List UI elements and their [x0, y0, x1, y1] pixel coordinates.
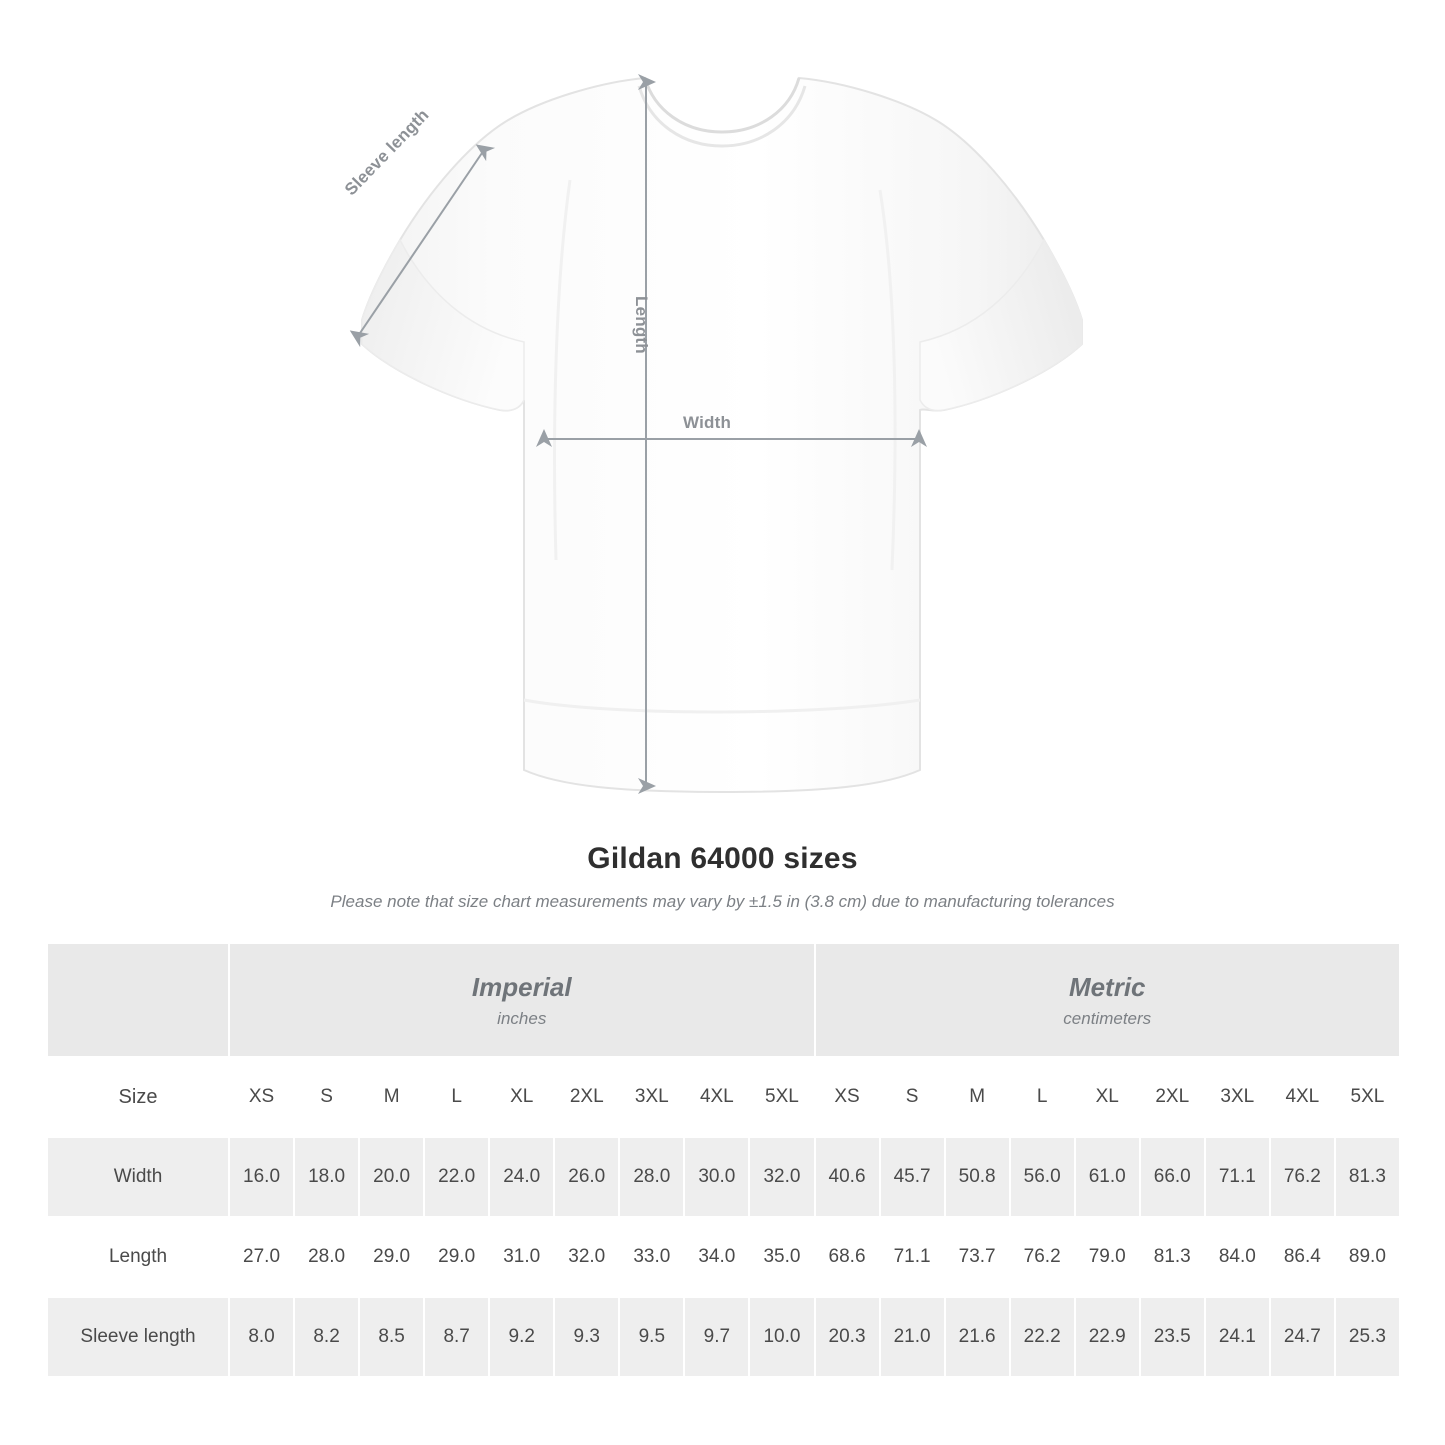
cell-sleeve-12: 22.2: [1010, 1297, 1075, 1377]
col-header-l-imperial: L: [424, 1057, 489, 1137]
unit-metric-name: Metric: [1068, 971, 1146, 1002]
cell-sleeve-15: 24.1: [1205, 1297, 1270, 1377]
page-title: Gildan 64000 sizes: [587, 842, 858, 875]
cell-width-12: 56.0: [1010, 1137, 1075, 1217]
cell-length-11: 73.7: [945, 1217, 1010, 1297]
cell-width-4: 24.0: [489, 1137, 554, 1217]
cell-width-13: 61.0: [1075, 1137, 1140, 1217]
col-header-4xl-imperial: 4XL: [684, 1057, 749, 1137]
table-row-width: [47, 1137, 1400, 1217]
cell-width-14: 66.0: [1140, 1137, 1205, 1217]
row-label-width: Width: [47, 1137, 229, 1217]
cell-length-16: 86.4: [1270, 1217, 1335, 1297]
col-header-2xl-metric: 2XL: [1140, 1057, 1205, 1137]
cell-length-13: 79.0: [1075, 1217, 1140, 1297]
col-header-xs-imperial: XS: [229, 1057, 294, 1137]
cell-length-3: 29.0: [424, 1217, 489, 1297]
cell-sleeve-9: 20.3: [815, 1297, 880, 1377]
col-header-s-metric: S: [880, 1057, 945, 1137]
col-header-5xl-metric: 5XL: [1335, 1057, 1400, 1137]
cell-width-1: 18.0: [294, 1137, 359, 1217]
cell-sleeve-14: 23.5: [1140, 1297, 1205, 1377]
row-label-length: Length: [47, 1217, 229, 1297]
unit-imperial-sub: inches: [497, 1008, 547, 1028]
col-header-l-metric: L: [1010, 1057, 1075, 1137]
cell-width-0: 16.0: [229, 1137, 294, 1217]
cell-width-15: 71.1: [1205, 1137, 1270, 1217]
cell-length-12: 76.2: [1010, 1217, 1075, 1297]
cell-length-14: 81.3: [1140, 1217, 1205, 1297]
col-header-s-imperial: S: [294, 1057, 359, 1137]
cell-length-17: 89.0: [1335, 1217, 1400, 1297]
cell-width-11: 50.8: [945, 1137, 1010, 1217]
col-header-m-metric: M: [945, 1057, 1010, 1137]
cell-sleeve-4: 9.2: [489, 1297, 554, 1377]
cell-width-2: 20.0: [359, 1137, 424, 1217]
cell-sleeve-16: 24.7: [1270, 1297, 1335, 1377]
size-header-row: [47, 1057, 1400, 1137]
cell-width-16: 76.2: [1270, 1137, 1335, 1217]
cell-length-9: 68.6: [815, 1217, 880, 1297]
col-header-4xl-metric: 4XL: [1270, 1057, 1335, 1137]
size-table-wrapper: [46, 942, 1399, 1378]
cell-sleeve-2: 8.5: [359, 1297, 424, 1377]
cell-width-10: 45.7: [880, 1137, 945, 1217]
cell-sleeve-8: 10.0: [749, 1297, 814, 1377]
cell-sleeve-13: 22.9: [1075, 1297, 1140, 1377]
cell-length-4: 31.0: [489, 1217, 554, 1297]
cell-length-6: 33.0: [619, 1217, 684, 1297]
cell-width-9: 40.6: [815, 1137, 880, 1217]
row-header-size: Size: [47, 1057, 229, 1137]
cell-sleeve-17: 25.3: [1335, 1297, 1400, 1377]
cell-width-3: 22.0: [424, 1137, 489, 1217]
tolerance-note: Please note that size chart measurements may vary by ±1.5 in (3.8 cm) due to manufacturing tolerances: [330, 892, 1115, 911]
cell-length-7: 34.0: [684, 1217, 749, 1297]
col-header-5xl-imperial: 5XL: [749, 1057, 814, 1137]
cell-sleeve-1: 8.2: [294, 1297, 359, 1377]
units-corner-cell: [47, 943, 229, 1057]
cell-length-8: 35.0: [749, 1217, 814, 1297]
cell-sleeve-7: 9.7: [684, 1297, 749, 1377]
unit-metric-sub: centimeters: [1063, 1008, 1152, 1028]
table-row-sleeve-length: [47, 1297, 1400, 1377]
title-block: [0, 842, 1445, 912]
col-header-3xl-metric: 3XL: [1205, 1057, 1270, 1137]
size-table: [46, 942, 1401, 1378]
col-header-xl-imperial: XL: [489, 1057, 554, 1137]
cell-length-5: 32.0: [554, 1217, 619, 1297]
unit-group-metric: [815, 943, 1400, 1057]
cell-sleeve-11: 21.6: [945, 1297, 1010, 1377]
col-header-xl-metric: XL: [1075, 1057, 1140, 1137]
cell-sleeve-6: 9.5: [619, 1297, 684, 1377]
cell-length-2: 29.0: [359, 1217, 424, 1297]
col-header-3xl-imperial: 3XL: [619, 1057, 684, 1137]
cell-length-10: 71.1: [880, 1217, 945, 1297]
units-header-row: [47, 943, 1400, 1057]
unit-group-imperial: [229, 943, 815, 1057]
cell-length-15: 84.0: [1205, 1217, 1270, 1297]
cell-width-5: 26.0: [554, 1137, 619, 1217]
cell-sleeve-3: 8.7: [424, 1297, 489, 1377]
cell-sleeve-5: 9.3: [554, 1297, 619, 1377]
unit-imperial-name: Imperial: [471, 971, 572, 1002]
sleeve-length-label: Sleeve length: [341, 105, 433, 200]
cell-length-0: 27.0: [229, 1217, 294, 1297]
cell-width-7: 30.0: [684, 1137, 749, 1217]
table-row-length: [47, 1217, 1400, 1297]
col-header-xs-metric: XS: [815, 1057, 880, 1137]
col-header-m-imperial: M: [359, 1057, 424, 1137]
row-label-sleeve-length: Sleeve length: [47, 1297, 229, 1377]
cell-sleeve-10: 21.0: [880, 1297, 945, 1377]
cell-width-17: 81.3: [1335, 1137, 1400, 1217]
cell-sleeve-0: 8.0: [229, 1297, 294, 1377]
length-label: Length: [632, 296, 651, 354]
cell-width-6: 28.0: [619, 1137, 684, 1217]
cell-length-1: 28.0: [294, 1217, 359, 1297]
width-label: Width: [683, 413, 732, 432]
col-header-2xl-imperial: 2XL: [554, 1057, 619, 1137]
cell-width-8: 32.0: [749, 1137, 814, 1217]
